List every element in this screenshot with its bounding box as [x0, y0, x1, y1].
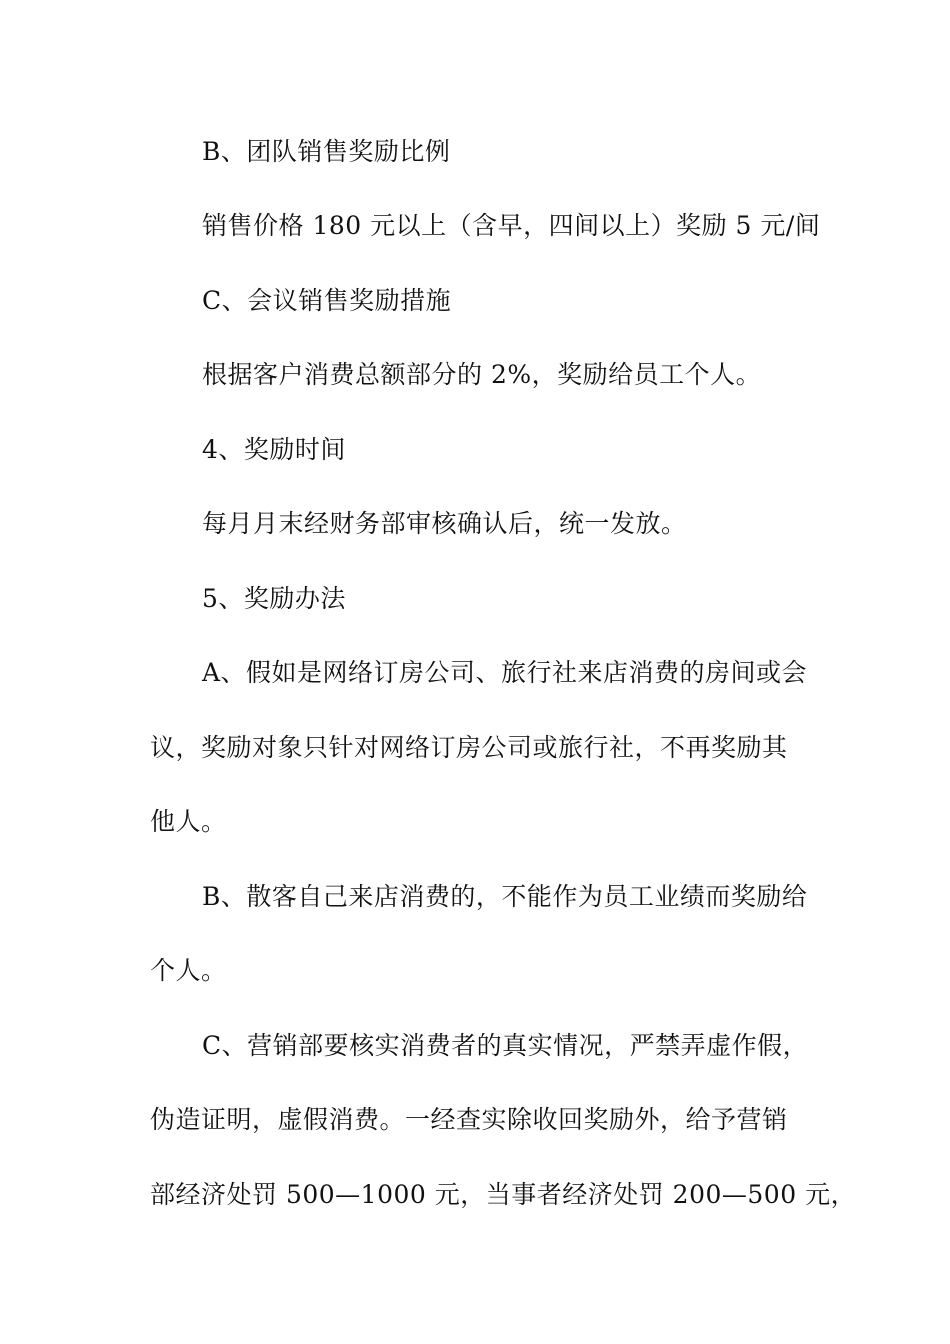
paragraph-line: 个人。 — [150, 956, 227, 985]
paragraph-line: 销售价格 180 元以上（含早，四间以上）奖励 5 元/间 — [202, 211, 821, 240]
paragraph-line: 每月月末经财务部审核确认后，统一发放。 — [202, 509, 687, 538]
section-heading-c-conference-sales: C、会议销售奖励措施 — [202, 286, 452, 315]
paragraph-line: 根据客户消费总额部分的 2%，奖励给员工个人。 — [202, 360, 762, 389]
section-heading-reward-method: 5、奖励办法 — [202, 584, 346, 613]
paragraph-line: 议，奖励对象只针对网络订房公司或旅行社，不再奖励其 — [150, 733, 788, 762]
section-heading-reward-time: 4、奖励时间 — [202, 435, 346, 464]
section-heading-b-group-sales: B、团队销售奖励比例 — [202, 137, 451, 166]
paragraph-line: 伪造证明，虚假消费。一经查实除收回奖励外，给予营销 — [150, 1105, 788, 1134]
paragraph-line: C、营销部要核实消费者的真实情况，严禁弄虚作假， — [202, 1031, 809, 1060]
paragraph-line: 他人。 — [150, 807, 227, 836]
paragraph-line: 部经济处罚 500—1000 元，当事者经济处罚 200—500 元， — [150, 1180, 857, 1209]
paragraph-line: A、假如是网络订房公司、旅行社来店消费的房间或会 — [202, 658, 808, 687]
paragraph-line: B、散客自己来店消费的，不能作为员工业绩而奖励给 — [202, 882, 808, 911]
